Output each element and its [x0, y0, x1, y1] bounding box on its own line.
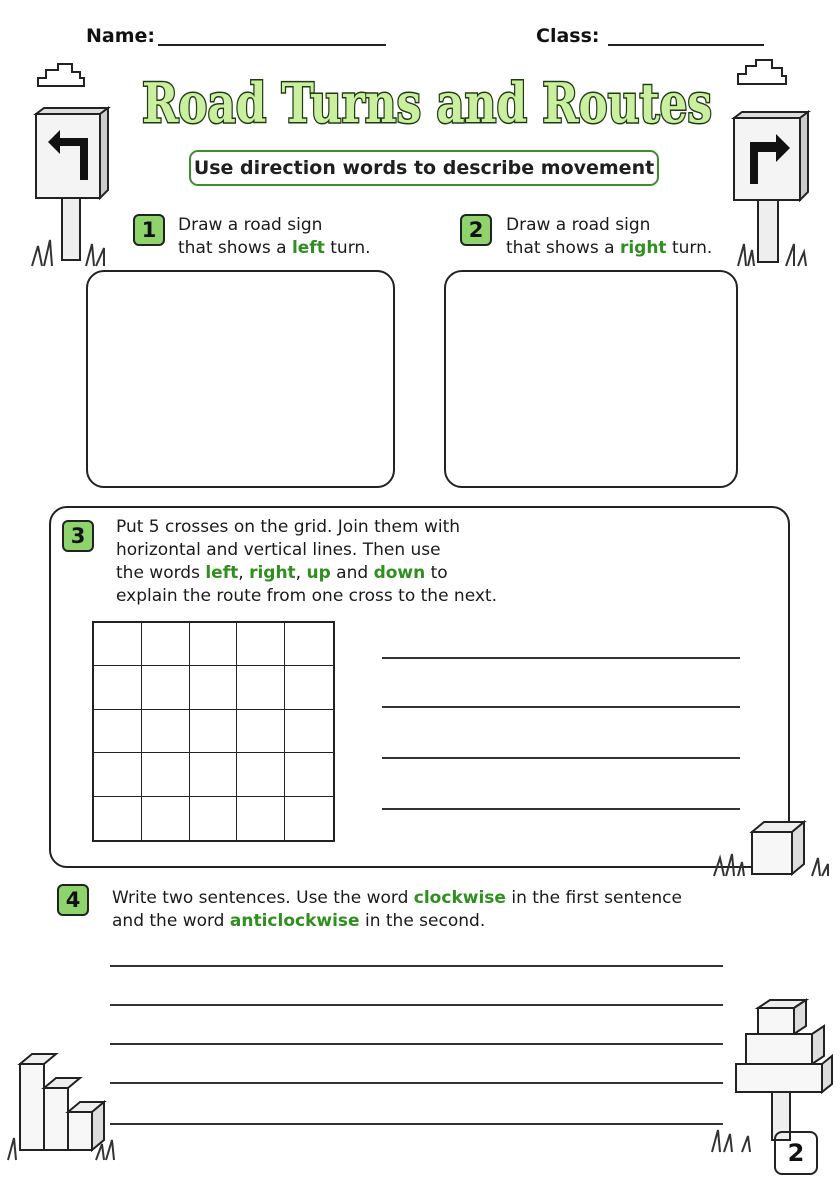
sentence-line[interactable] [110, 965, 723, 967]
grid-cell[interactable] [142, 710, 190, 753]
answer-line[interactable] [382, 706, 740, 708]
grid-cell[interactable] [142, 666, 190, 709]
answer-line[interactable] [382, 757, 740, 759]
grid-cell[interactable] [285, 666, 333, 709]
grid-cell[interactable] [237, 797, 285, 840]
grid-cell[interactable] [94, 666, 142, 709]
left-turn-sign-icon [30, 108, 110, 268]
grid-cell[interactable] [94, 753, 142, 796]
question-3-text: Put 5 crosses on the grid. Join them with horizontal and vertical lines. Then use the words left, right, up and down to explain the route from one cross to the next. [116, 517, 497, 606]
question-1-text: Draw a road sign that shows a left turn. [178, 215, 371, 258]
answer-line[interactable] [382, 657, 740, 659]
grid-cell[interactable] [190, 753, 238, 796]
grid-cell[interactable] [285, 623, 333, 666]
question-2-badge: 2 [460, 214, 492, 246]
class-label: Class: [536, 25, 600, 47]
sentence-line[interactable] [110, 1082, 723, 1084]
grid-cell[interactable] [285, 797, 333, 840]
grid-cell[interactable] [94, 710, 142, 753]
grid-cell[interactable] [237, 753, 285, 796]
right-turn-sign-icon [728, 112, 812, 268]
page-title [132, 62, 722, 142]
grid-cell[interactable] [285, 710, 333, 753]
grid-cell[interactable] [237, 710, 285, 753]
grid-cell[interactable] [237, 623, 285, 666]
answer-line[interactable] [382, 808, 740, 810]
grid-cell[interactable] [237, 666, 285, 709]
cloud-icon [32, 60, 88, 90]
left-sign-drawing-area[interactable] [86, 270, 395, 488]
block-tree-icon [702, 996, 836, 1156]
grid-cell[interactable] [142, 623, 190, 666]
question-4-text: Write two sentences. Use the word clockwise in the first sentence and the word anticlockwise in the second. [112, 888, 682, 931]
grid-cell[interactable] [190, 797, 238, 840]
grid-cell[interactable] [142, 753, 190, 796]
grid-cell[interactable] [94, 797, 142, 840]
grid-cell[interactable] [190, 666, 238, 709]
sentence-line[interactable] [110, 1043, 723, 1045]
sentence-line[interactable] [110, 1123, 723, 1125]
subtitle: Use direction words to describe movement [189, 150, 659, 186]
question-2-text: Draw a road sign that shows a right turn. [506, 215, 713, 258]
right-sign-drawing-area[interactable] [444, 270, 738, 488]
grid-cell[interactable] [94, 623, 142, 666]
grid-cell[interactable] [285, 753, 333, 796]
cloud-icon [734, 56, 790, 88]
grid-cell[interactable] [190, 623, 238, 666]
block-stairs-icon [6, 1050, 118, 1162]
route-grid[interactable] [92, 621, 335, 842]
block-icon [712, 818, 832, 880]
page-title-text: Road Turns and Routes [142, 71, 712, 135]
question-4-badge: 4 [57, 884, 89, 916]
page-number: 2 [774, 1131, 818, 1175]
grid-cell[interactable] [190, 710, 238, 753]
question-1-badge: 1 [133, 214, 165, 246]
name-label: Name: [86, 25, 156, 47]
sentence-line[interactable] [110, 1004, 723, 1006]
grid-cell[interactable] [142, 797, 190, 840]
name-field[interactable] [158, 44, 386, 46]
class-field[interactable] [608, 44, 764, 46]
question-3-badge: 3 [62, 520, 94, 552]
